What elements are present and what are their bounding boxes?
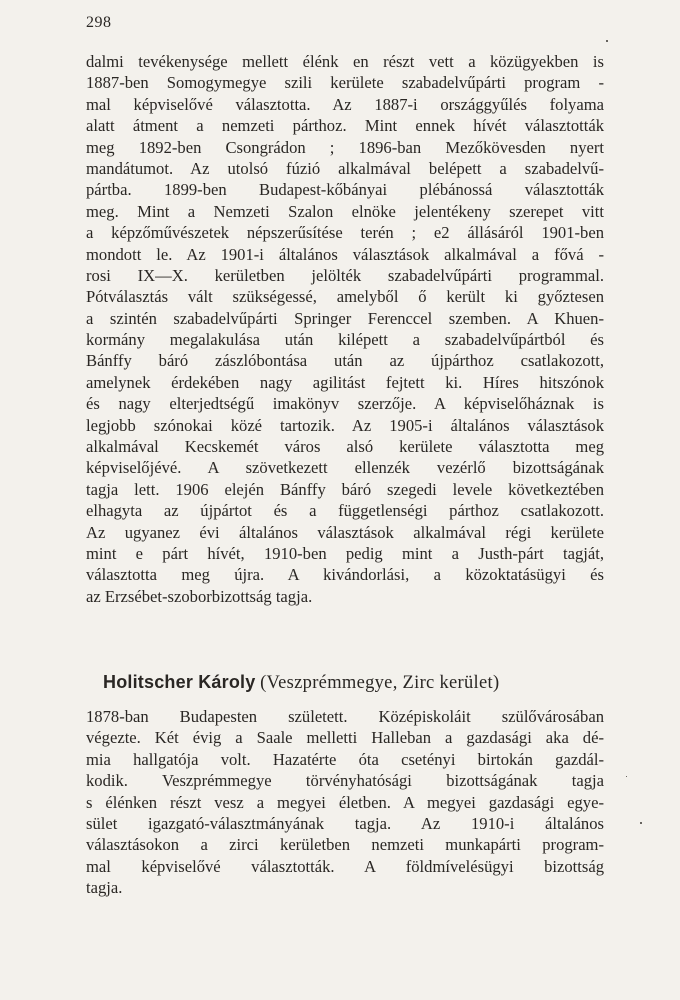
text-line: mal képviselővé választották. A földmívelésügyi bizottság <box>86 856 604 876</box>
print-speck <box>606 40 608 42</box>
text-line: pártba. 1899-ben Budapest-kőbányai plébánossá választották <box>86 180 604 200</box>
person-name: Holitscher Károly <box>103 672 256 692</box>
text-line: választotta meg újra. A kivándorlási, a közoktatásügyi és <box>86 565 604 585</box>
text-line: dalmi tevékenysége mellett élénk en részt vett a közügyekben is <box>86 52 604 71</box>
text-line: mondott le. Az 1901-i általános választások alkalmával a fővá - <box>86 244 604 264</box>
biography-paragraph-2 <box>86 706 604 899</box>
page-number: 298 <box>86 14 112 31</box>
text-line: rosi IX—X. kerületben jelölték szabadelvűpárti programmal. <box>86 265 604 285</box>
biography-paragraph-1 <box>86 51 604 607</box>
text-line: a képzőművészetek népszerűsítése terén ; e2 állásáról 1901-ben <box>86 223 604 243</box>
text-line: sület igazgató-választmányának tagja. Az 1910-i általános <box>86 813 604 833</box>
text-line: Pótválasztás vált szükségessé, amelyből ő került ki győztesen <box>86 287 604 307</box>
section-heading <box>103 668 603 696</box>
text-line: választásokon a zirci kerületben nemzeti munkapárti program- <box>86 835 604 855</box>
text-line: s élénken részt vesz a megyei életben. A megyei gazdasági egye- <box>86 792 604 812</box>
text-line: képviselőjévé. A szövetkezett ellenzék vezérlő bizottságának <box>86 458 604 478</box>
text-line: elhagyta az újpártot és a függetlenségi párthoz csatlakozott. <box>86 501 604 521</box>
text-line: legjobb szónokai közé tartozik. Az 1905-i általános választások <box>86 415 604 435</box>
text-line: tagja. <box>86 878 123 898</box>
text-line: a szintén szabadelvűpárti Springer Ferenccel szemben. A Khuen- <box>86 308 604 328</box>
constituency: (Veszprémmegye, Zirc kerület) <box>260 673 500 693</box>
text-line: mia hallgatója volt. Hazatérte óta csetényi birtokán gazdál- <box>86 749 604 769</box>
print-speck <box>640 822 642 824</box>
text-line: Az ugyanez évi általános választások alkalmával régi kerülete <box>86 522 604 542</box>
text-line: és nagy elterjedtségű imakönyv szerzője. A képviselőháznak is <box>86 394 604 414</box>
text-line: az Erzsébet-szoborbizottság tagja. <box>86 586 313 606</box>
text-line: meg 1892-ben Csongrádon ; 1896-ban Mezőkövesden nyert <box>86 137 604 157</box>
text-line: amelynek érdekében nagy agilitást fejtett ki. Híres hitszónok <box>86 372 604 392</box>
text-line: végezte. Két évig a Saale melletti Halleban a gazdasági aka dé- <box>86 728 604 748</box>
text-line: mint e párt hívét, 1910-ben pedig mint a Justh-párt tagját, <box>86 543 604 563</box>
text-line: tagja lett. 1906 elején Bánffy báró szegedi levele következtében <box>86 479 604 499</box>
text-line: kodik. Veszprémmegye törvényhatósági bizottságának tagja <box>86 771 604 791</box>
text-line: 1887-ben Somogymegye szili kerülete szabadelvűpárti program - <box>86 73 604 93</box>
text-line: mal képviselővé választotta. Az 1887-i országgyűlés folyama <box>86 94 604 114</box>
text-line: alkalmával Kecskemét város alsó kerülete választotta meg <box>86 437 604 457</box>
text-line: Bánffy báró zászlóbontása után az újpárthoz csatlakozott, <box>86 351 604 371</box>
text-line: mandátumot. Az utolsó fúzió alkalmával belépett a szabadelvű- <box>86 158 604 178</box>
text-line: 1878-ban Budapesten született. Középiskoláit szülővárosában <box>86 707 604 726</box>
text-line: meg. Mint a Nemzeti Szalon elnöke jelentékeny szerepet vitt <box>86 201 604 221</box>
text-line: alatt átment a nemzeti párthoz. Mint ennek hívét választották <box>86 116 604 136</box>
text-line: kormány megalakulása után kilépett a szabadelvűpártból és <box>86 330 604 350</box>
print-speck <box>626 776 627 777</box>
